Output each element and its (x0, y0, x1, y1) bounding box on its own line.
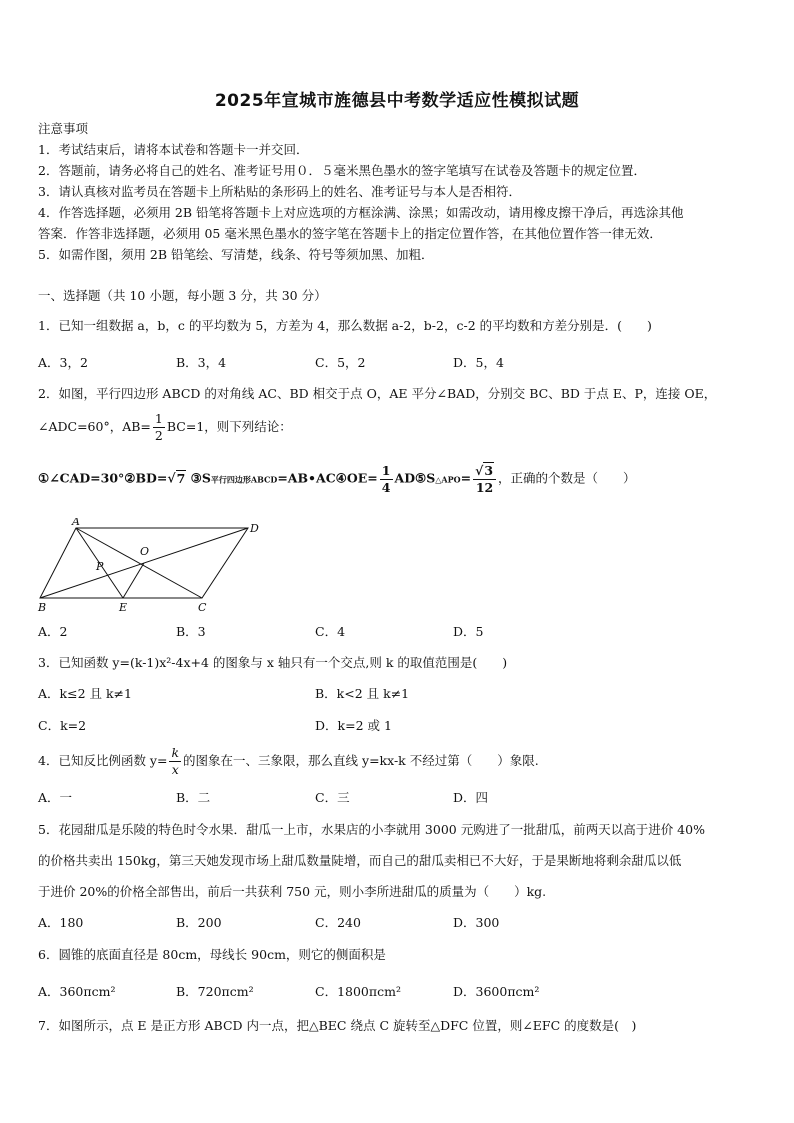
conclusion-text: = (460, 470, 472, 486)
q5-option-a: A．180 (38, 915, 84, 930)
label-c: C (198, 601, 207, 614)
label-d: D (250, 522, 259, 535)
q5-option-d: D．300 (453, 915, 500, 930)
q1-option-c: C．5，2 (315, 355, 366, 370)
conclusion-text: =AB•AC④OE= (277, 470, 378, 486)
question-5-stem-line3: 于进价 20%的价格全部售出，前后一共获利 750 元，则小李所进甜瓜的质量为（ ）kg. (38, 884, 547, 899)
q2-option-d: D．5 (453, 624, 484, 639)
label-p: P (96, 560, 104, 573)
q5-option-b: B．200 (176, 915, 222, 930)
question-1-stem: 1．已知一组数据 a，b，c 的平均数为 5，方差为 4，那么数据 a-2，b-2，c-2 的平均数和方差分别是．( ) (38, 318, 652, 333)
question-6-stem: 6．圆锥的底面直径是 80cm，母线长 90cm，则它的侧面积是 (38, 947, 386, 962)
question-5-stem: 5．花园甜瓜是乐陵的特色时令水果．甜瓜一上市，水果店的小李就用 3000 元购进了一批甜瓜，前两天以高于进价 40% (38, 822, 705, 837)
question-5-stem-line2: 的价格共卖出 150kg，第三天她发现市场上甜瓜数量陡增，而自己的甜瓜卖相已不大好，于是果断地将剩余甜瓜以低 (38, 853, 682, 868)
section-heading: 一、选择题（共 10 小题，每小题 3 分，共 30 分） (38, 288, 327, 303)
fraction (473, 462, 496, 496)
q6-option-c: C．1800πcm² (315, 984, 401, 999)
q5-option-c: C．240 (315, 915, 361, 930)
sqrt-value: 3 (484, 463, 494, 478)
notice-item: 1．考试结束后，请将本试卷和答题卡一并交回． (38, 142, 309, 157)
q3-option-c: C．k=2 (38, 718, 87, 733)
q4-stem-part: 的图象在一、三象限，那么直线 y=kx-k 不经过第（ ）象限. (183, 753, 539, 768)
notice-heading: 注意事项 (38, 121, 89, 136)
q1-option-d: D．5，4 (453, 355, 504, 370)
question-2-stem-line2 (38, 411, 292, 444)
fraction-numerator: 1 (154, 411, 163, 426)
fraction-denominator: 4 (381, 479, 391, 495)
q3-option-b: B．k<2 且 k≠1 (315, 686, 410, 701)
label-e: E (119, 601, 128, 614)
label-b: B (38, 601, 47, 614)
q2-option-c: C．4 (315, 624, 346, 639)
parallelogram-figure (36, 518, 266, 614)
conclusion-text: ①∠CAD=30°②BD= (38, 470, 168, 486)
q2-stem-part: BC=1，则下列结论： (166, 419, 292, 434)
subscript: 平行四边形ABCD (210, 474, 278, 485)
q4-option-b: B．二 (176, 790, 211, 805)
q4-option-a: A．一 (38, 790, 73, 805)
q2-stem-part: ∠ADC=60°，AB= (38, 419, 151, 434)
notice-item: 3．请认真核对监考员在答题卡上所粘贴的条形码上的姓名、准考证号与本人是否相符． (38, 184, 521, 199)
q4-option-d: D．四 (453, 790, 489, 805)
fraction-denominator: x (171, 762, 179, 777)
q3-option-d: D．k=2 或 1 (315, 718, 392, 733)
fraction-denominator: 2 (154, 428, 163, 443)
page-title: 2025年宣城市旌德县中考数学适应性模拟试题 (214, 91, 580, 111)
notice-item: 答案．作答非选择题，必须用 05 毫米黑色墨水的签字笔在答题卡上的指定位置作答，在其他位置作答一律无效． (38, 226, 662, 241)
label-a: A (72, 518, 80, 528)
conclusion-text: ③S (190, 470, 211, 486)
question-2-stem: 2．如图，平行四边形 ABCD 的对角线 AC、BD 相交于点 O，AE 平分∠BAD，分别交 BC、BD 于点 E、P，连接 OE， (38, 386, 717, 401)
label-o: O (140, 545, 150, 558)
q4-option-c: C．三 (315, 790, 350, 805)
q6-option-a: A．360πcm² (38, 984, 116, 999)
q3-option-a: A．k≤2 且 k≠1 (38, 686, 132, 701)
q1-option-a: A．3，2 (38, 355, 88, 370)
q4-stem-part: 4．已知反比例函数 y= (38, 753, 168, 768)
notice-item: 2．答题前，请务必将自己的姓名、准考证号用０．５毫米黑色墨水的签字笔填写在试卷及答题卡的规定位置． (38, 163, 646, 178)
q2-option-a: A．2 (38, 624, 68, 639)
subscript: △APO (435, 474, 461, 485)
q2-option-b: B．3 (176, 624, 206, 639)
question-7-stem: 7．如图所示，点 E 是正方形 ABCD 内一点，把△BEC 绕点 C 旋转至△DFC 位置，则∠EFC 的度数是( ) (38, 1018, 637, 1033)
question-4-stem (38, 745, 539, 778)
fraction (153, 411, 165, 444)
conclusion-text: ，正确的个数是（ ） (498, 470, 636, 486)
fraction-denominator: 12 (475, 480, 494, 495)
fraction-numerator: √3 (473, 462, 496, 480)
fraction-numerator: 1 (381, 462, 391, 478)
segment-oe (123, 563, 144, 598)
conclusion-text: AD⑤S (394, 470, 436, 486)
question-3-stem: 3．已知函数 y=(k-1)x²-4x+4 的图象与 x 轴只有一个交点,则 k 的取值范围是( ) (38, 655, 508, 670)
fraction (169, 745, 181, 778)
question-2-conclusions: ①∠CAD=30°②BD=√7 ③S平行四边形ABCD=AB•AC④OE= $\frac{1}{4}$ AD⑤S△APO= $\frac{√3}{12}$ ，正确的个数是（ ） (38, 462, 636, 495)
diagonal-ac (76, 528, 202, 598)
fraction-numerator: k (171, 745, 180, 760)
q6-option-b: B．720πcm² (176, 984, 254, 999)
notice-item: 5．如需作图，须用 2B 铅笔绘、写清楚，线条、符号等须加黑、加粗． (38, 247, 434, 262)
notice-item: 4．作答选择题，必须用 2B 铅笔将答题卡上对应选项的方框涂满、涂黑；如需改动，请用橡皮擦干净后，再选涂其他 (38, 205, 684, 220)
fraction (380, 463, 393, 496)
q6-option-d: D．3600πcm² (453, 984, 540, 999)
sqrt-value: 7 (176, 470, 186, 486)
q1-option-b: B．3，4 (176, 355, 227, 370)
